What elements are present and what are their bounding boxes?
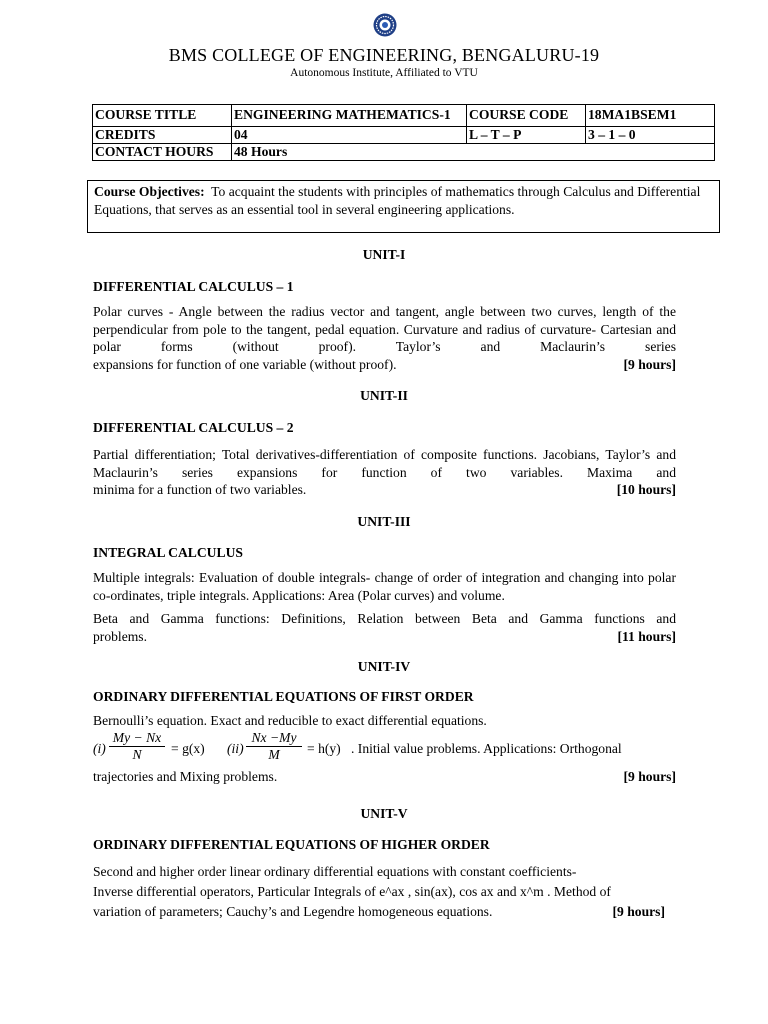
contact-hours-value: 48 Hours <box>232 144 715 161</box>
unit-5-topic: ORDINARY DIFFERENTIAL EQUATIONS OF HIGHER ORDER <box>93 837 490 852</box>
college-affiliation: Autonomous Institute, Affiliated to VTU <box>290 67 478 79</box>
eq1-fraction <box>109 730 165 763</box>
table-row <box>93 127 715 144</box>
unit-2-topic: DIFFERENTIAL CALCULUS – 2 <box>93 420 294 435</box>
unit-3-text-2: Beta and Gamma functions: Definitions, Relation between Beta and Gamma functions and <box>93 611 676 626</box>
unit-3-topic: INTEGRAL CALCULUS <box>93 545 243 560</box>
course-title-label: COURSE TITLE <box>93 105 232 127</box>
unit-5-last-line: variation of parameters; Cauchy’s and Legendre homogeneous equations. <box>93 904 493 919</box>
unit-4-topic: ORDINARY DIFFERENTIAL EQUATIONS OF FIRST ORDER <box>93 689 474 704</box>
unit-4-last-line: trajectories and Mixing problems. <box>93 769 278 784</box>
eq2-denominator: M <box>268 747 280 762</box>
eq1-rhs: = g(x) <box>171 741 205 756</box>
unit-3-text: Multiple integrals: Evaluation of double integrals- change of order of integration and changing into polar co-ordinates, triple integrals. Applications: Area (Polar curves) and volume. <box>93 570 676 603</box>
objectives-text: To acquaint the students with principles of mathematics through Calculus and Differential Equations, that serves as an essential tool in several engineering applications. <box>94 184 701 217</box>
unit-2-heading: UNIT-II <box>360 388 408 403</box>
unit-1-topic: DIFFERENTIAL CALCULUS – 1 <box>93 279 294 294</box>
unit-4-text: Bernoulli’s equation. Exact and reducible to exact differential equations. <box>93 713 487 728</box>
unit-3-heading: UNIT-III <box>357 514 411 529</box>
unit-1-heading: UNIT-I <box>362 247 406 262</box>
unit-5-line-2: Inverse differential operators, Particular Integrals of e^ax , sin(ax), cos ax and x^m . Method of <box>93 884 611 899</box>
course-title-value: ENGINEERING MATHEMATICS-1 <box>232 105 467 127</box>
unit-5-heading: UNIT-V <box>360 806 408 821</box>
unit-4-equations <box>93 728 676 768</box>
eq2-numerator: Nx −My <box>246 730 302 747</box>
unit-5-hours: [9 hours] <box>612 904 665 919</box>
eq2-rhs: = h(y) <box>307 741 341 756</box>
table-row <box>93 144 715 161</box>
eq1-denominator: N <box>132 747 142 762</box>
unit-1-content <box>93 303 676 373</box>
eq1-label: (i) <box>93 741 106 756</box>
unit-5-content <box>93 862 665 922</box>
unit-3-last-line: problems. <box>93 628 147 644</box>
college-logo-icon <box>373 13 397 37</box>
credits-label: CREDITS <box>93 127 232 144</box>
eq2-label: (ii) <box>227 741 244 756</box>
unit-2-hours: [10 hours] <box>616 482 676 497</box>
unit-4-heading: UNIT-IV <box>357 659 411 674</box>
course-code-label: COURSE CODE <box>467 105 586 127</box>
ltp-value: 3 – 1 – 0 <box>586 127 715 144</box>
table-row <box>93 105 715 127</box>
unit-4-last <box>93 768 676 786</box>
course-code-value: 18MA1BSEM1 <box>586 105 715 127</box>
eq-line-text: . Initial value problems. Applications: Orthogonal <box>351 741 622 756</box>
unit-1-last-line: expansions for function of one variable (without proof). <box>93 356 397 372</box>
unit-2-content <box>93 446 676 499</box>
credits-value: 04 <box>232 127 467 144</box>
objectives-label: Course Objectives: <box>94 184 205 199</box>
ltp-label: L – T – P <box>467 127 586 144</box>
course-info-table <box>92 104 715 161</box>
eq1-numerator: My − Nx <box>109 730 165 747</box>
course-objectives-box <box>87 180 720 233</box>
unit-4-hours: [9 hours] <box>623 769 676 784</box>
eq2-fraction <box>246 730 302 763</box>
contact-hours-label: CONTACT HOURS <box>93 144 232 161</box>
unit-2-last-line: minima for a function of two variables. <box>93 482 307 497</box>
unit-3-content <box>93 569 676 645</box>
unit-2-text: Partial differentiation; Total derivatives-differentiation of composite functions. Jacobians, Taylor’s and Maclaurin’s series expansions for function of two variables. Maxima and <box>93 447 676 480</box>
unit-1-hours: [9 hours] <box>623 356 676 372</box>
unit-1-text: Polar curves - Angle between the radius vector and tangent, angle between two curves, length of the perpendicular from pole to the tangent, pedal equation. Curvature and radius of curvature- Cartesian and polar forms (without proof). Taylor’s and Maclaurin’s series <box>93 304 676 354</box>
college-name: BMS COLLEGE OF ENGINEERING, BENGALURU-19 <box>168 45 600 65</box>
unit-5-text: Second and higher order linear ordinary differential equations with constant coefficients- <box>93 864 577 879</box>
unit-3-hours: [11 hours] <box>617 628 676 644</box>
